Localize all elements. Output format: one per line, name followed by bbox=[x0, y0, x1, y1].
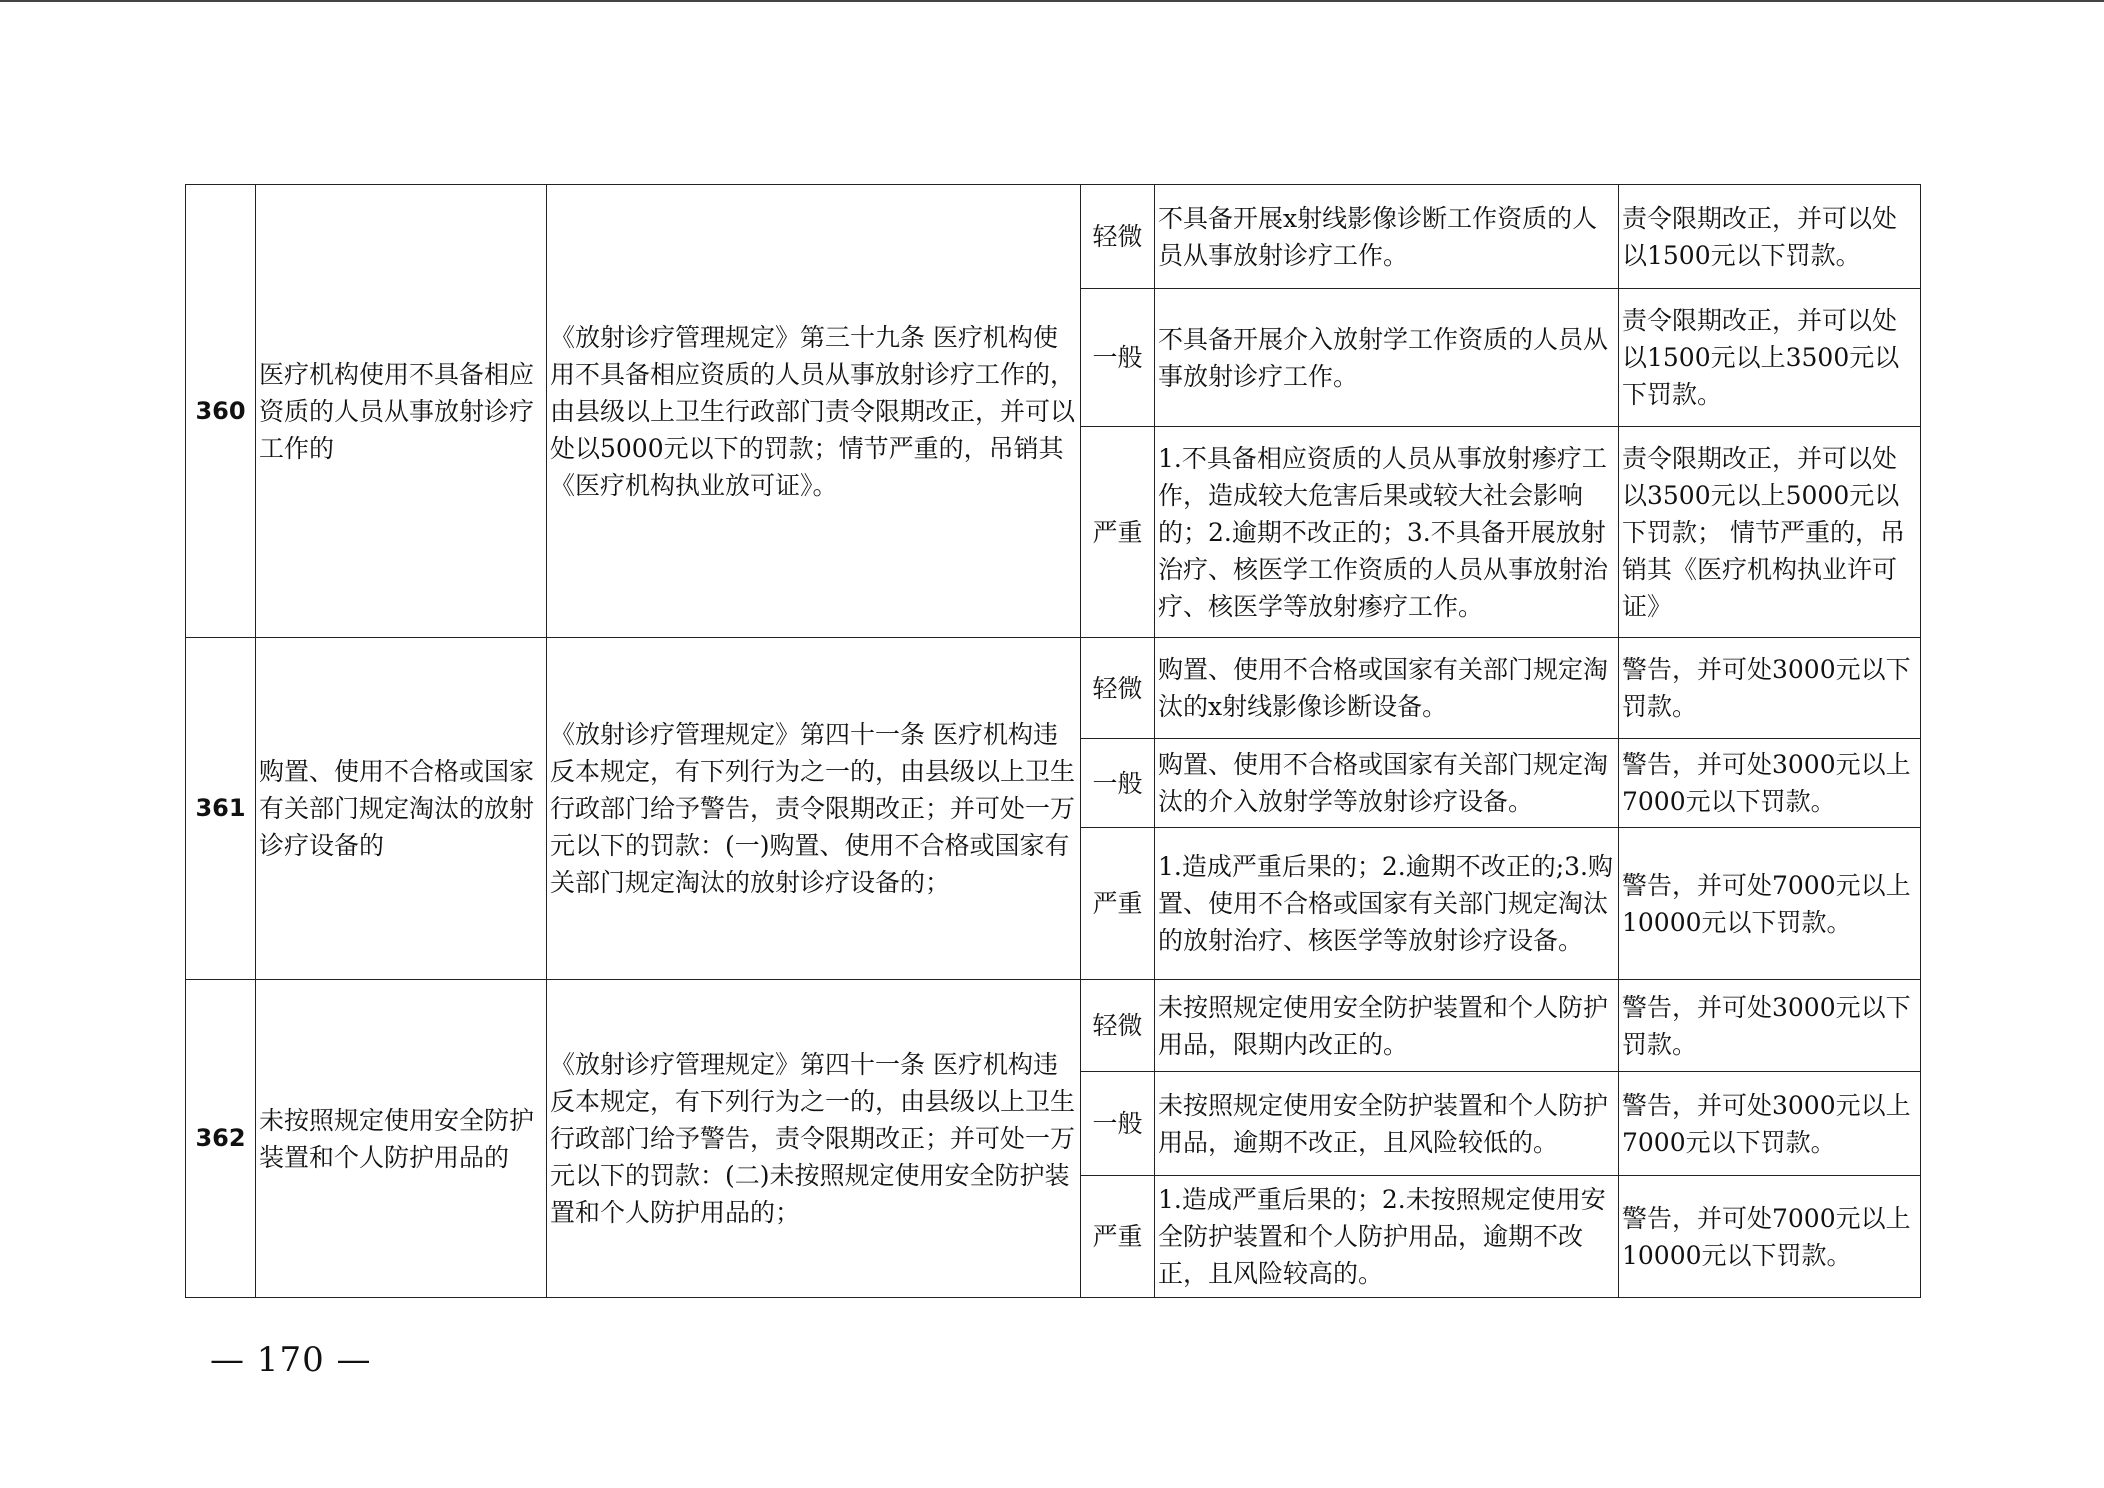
circumstance-cell: 不具备开展介入放射学工作资质的人员从事放射诊疗工作。 bbox=[1155, 289, 1619, 427]
legal-basis-cell: 《放射诊疗管理规定》第四十一条 医疗机构违反本规定，有下列行为之一的，由县级以上卫生行政部门给予警告，责令限期改正；并可处一万元以下的罚款：(二)未按照规定使用安全防护装置和个人防护用品的； bbox=[547, 980, 1081, 1298]
severity-level: 一般 bbox=[1081, 739, 1155, 828]
legal-basis-cell: 《放射诊疗管理规定》第四十一条 医疗机构违反本规定，有下列行为之一的，由县级以上卫生行政部门给予警告，责令限期改正；并可处一万元以下的罚款：(一)购置、使用不合格或国家有关部门规定淘汰的放射诊疗设备的； bbox=[547, 638, 1081, 980]
penalty-cell: 责令限期改正，并可以处以1500元以下罚款。 bbox=[1619, 185, 1921, 289]
violation-cell: 购置、使用不合格或国家有关部门规定淘汰的放射诊疗设备的 bbox=[256, 638, 547, 980]
severity-level: 轻微 bbox=[1081, 980, 1155, 1072]
violation-cell: 未按照规定使用安全防护装置和个人防护用品的 bbox=[256, 980, 547, 1298]
penalty-cell: 警告，并可处7000元以上10000元以下罚款。 bbox=[1619, 1176, 1921, 1298]
penalty-cell: 警告，并可处3000元以下罚款。 bbox=[1619, 980, 1921, 1072]
legal-basis-cell: 《放射诊疗管理规定》第三十九条 医疗机构使用不具备相应资质的人员从事放射诊疗工作的，由县级以上卫生行政部门责令限期改正，并可以处以5000元以下的罚款；情节严重的，吊销其《医疗机构执业放可证》。 bbox=[547, 185, 1081, 638]
severity-level: 严重 bbox=[1081, 1176, 1155, 1298]
top-rule bbox=[0, 0, 2104, 2]
violation-cell: 医疗机构使用不具备相应资质的人员从事放射诊疗工作的 bbox=[256, 185, 547, 638]
penalty-discretion-table bbox=[185, 184, 1921, 1298]
table-row bbox=[186, 980, 1921, 1072]
circumstance-cell: 1.造成严重后果的；2.逾期不改正的;3.购置、使用不合格或国家有关部门规定淘汰的放射治疗、核医学等放射诊疗设备。 bbox=[1155, 828, 1619, 980]
circumstance-cell: 不具备开展x射线影像诊断工作资质的人员从事放射诊疗工作。 bbox=[1155, 185, 1619, 289]
severity-level: 严重 bbox=[1081, 828, 1155, 980]
severity-level: 一般 bbox=[1081, 1072, 1155, 1176]
table-row bbox=[186, 638, 1921, 739]
circumstance-cell: 购置、使用不合格或国家有关部门规定淘汰的介入放射学等放射诊疗设备。 bbox=[1155, 739, 1619, 828]
severity-level: 轻微 bbox=[1081, 185, 1155, 289]
table-row bbox=[186, 185, 1921, 289]
item-number: 360 bbox=[186, 185, 256, 638]
circumstance-cell: 购置、使用不合格或国家有关部门规定淘汰的x射线影像诊断设备。 bbox=[1155, 638, 1619, 739]
severity-level: 轻微 bbox=[1081, 638, 1155, 739]
circumstance-cell: 1.造成严重后果的；2.未按照规定使用安全防护装置和个人防护用品，逾期不改正，且风险较高的。 bbox=[1155, 1176, 1619, 1298]
penalty-cell: 警告，并可处3000元以上7000元以下罚款。 bbox=[1619, 739, 1921, 828]
severity-level: 一般 bbox=[1081, 289, 1155, 427]
item-number: 361 bbox=[186, 638, 256, 980]
penalty-cell: 责令限期改正，并可以处以1500元以上3500元以下罚款。 bbox=[1619, 289, 1921, 427]
item-number: 362 bbox=[186, 980, 256, 1298]
severity-level: 严重 bbox=[1081, 427, 1155, 638]
circumstance-cell: 未按照规定使用安全防护装置和个人防护用品，限期内改正的。 bbox=[1155, 980, 1619, 1072]
penalty-cell: 警告，并可处7000元以上10000元以下罚款。 bbox=[1619, 828, 1921, 980]
penalty-cell: 警告，并可处3000元以上7000元以下罚款。 bbox=[1619, 1072, 1921, 1176]
circumstance-cell: 未按照规定使用安全防护装置和个人防护用品，逾期不改正，且风险较低的。 bbox=[1155, 1072, 1619, 1176]
penalty-cell: 责令限期改正，并可以处以3500元以上5000元以下罚款； 情节严重的，吊销其《医疗机构执业许可证》 bbox=[1619, 427, 1921, 638]
circumstance-cell: 1.不具备相应资质的人员从事放射瘆疗工作，造成较大危害后果或较大社会影响的；2.逾期不改正的；3.不具备开展放射治疗、核医学工作资质的人员从事放射治疗、核医学等放射瘆疗工作。 bbox=[1155, 427, 1619, 638]
page-number: — 170 — bbox=[210, 1340, 372, 1380]
penalty-cell: 警告，并可处3000元以下罚款。 bbox=[1619, 638, 1921, 739]
